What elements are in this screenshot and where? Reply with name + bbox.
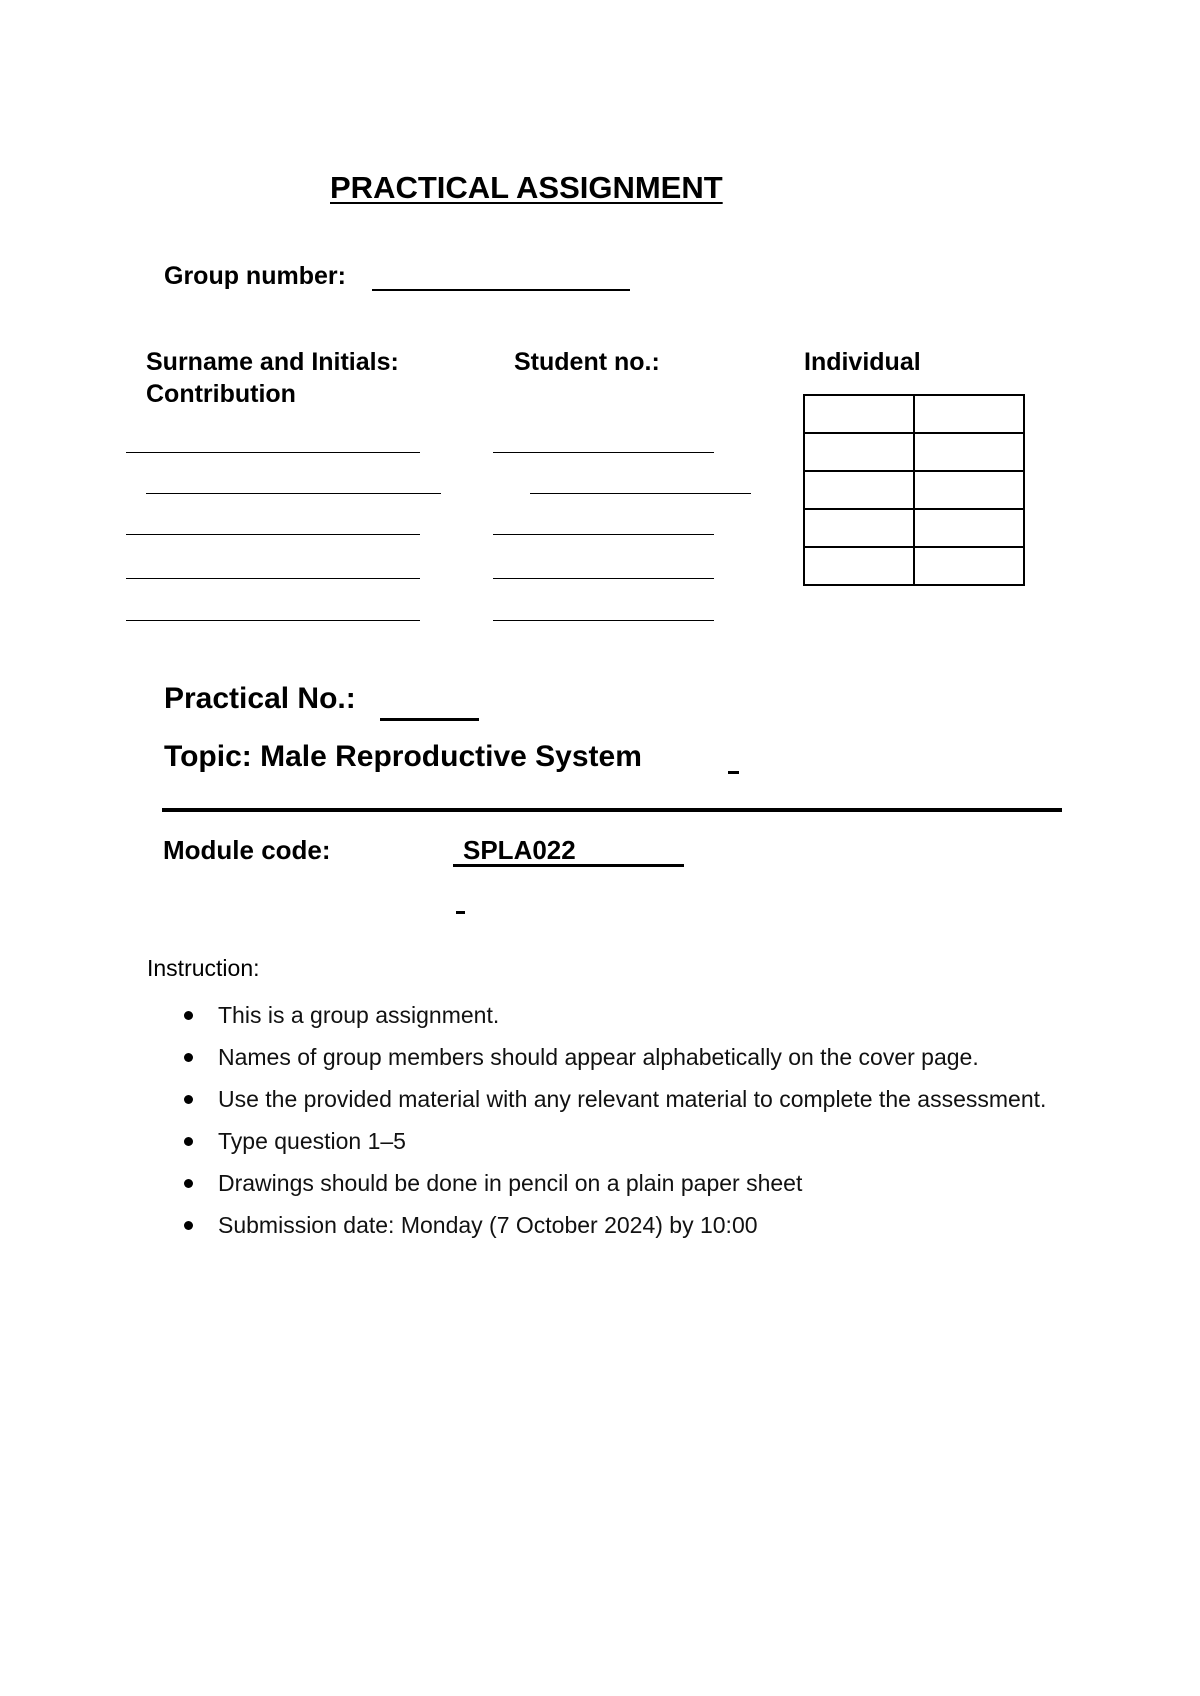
individual-column-heading: Individual: [804, 348, 921, 376]
topic-dash: [728, 771, 739, 774]
list-item: [160, 1162, 1060, 1204]
student-no-field-4[interactable]: [493, 578, 714, 579]
module-code-label: Module code:: [163, 835, 331, 865]
group-number-field[interactable]: [372, 289, 630, 291]
table-cell[interactable]: [914, 547, 1024, 585]
table-cell[interactable]: [914, 471, 1024, 509]
topic-rule: [162, 808, 1062, 812]
list-item-text: Type question 1–5: [218, 1128, 406, 1154]
module-dash: [456, 911, 465, 914]
table-row: [804, 547, 1024, 585]
module-code-underline: [453, 864, 684, 867]
list-item-text: Drawings should be done in pencil on a plain paper sheet: [218, 1170, 803, 1196]
table-cell[interactable]: [914, 395, 1024, 433]
surname-field-2[interactable]: [146, 493, 441, 494]
list-item-text: This is a group assignment.: [218, 1002, 500, 1028]
contribution-column-heading: Contribution: [146, 380, 296, 408]
list-item: [160, 1120, 1060, 1162]
surname-field-3[interactable]: [126, 534, 420, 535]
practical-no-field[interactable]: [380, 718, 479, 721]
list-item-text: Submission date: Monday (7 October 2024) by 10:00: [218, 1212, 758, 1238]
table-cell[interactable]: [804, 471, 914, 509]
table-row: [804, 509, 1024, 547]
document-title: PRACTICAL ASSIGNMENT: [330, 170, 723, 205]
module-code-value: SPLA022: [463, 835, 576, 865]
table-row: [804, 395, 1024, 433]
contribution-table: [803, 394, 1025, 586]
instruction-label: Instruction:: [147, 955, 260, 981]
table-cell[interactable]: [804, 433, 914, 471]
list-item: [160, 1078, 1060, 1120]
group-number-label: Group number:: [164, 262, 346, 290]
student-no-field-1[interactable]: [493, 452, 714, 453]
topic-line: Topic: Male Reproductive System: [164, 740, 642, 773]
list-item-text: Names of group members should appear alphabetically on the cover page.: [218, 1044, 979, 1070]
table-row: [804, 433, 1024, 471]
list-item: [160, 1204, 1060, 1246]
bullet-icon: [184, 1179, 193, 1188]
surname-field-1[interactable]: [126, 452, 420, 453]
table-cell[interactable]: [914, 433, 1024, 471]
student-no-field-3[interactable]: [493, 534, 714, 535]
list-item: [160, 994, 1060, 1036]
bullet-icon: [184, 1221, 193, 1230]
table-cell[interactable]: [914, 509, 1024, 547]
bullet-icon: [184, 1095, 193, 1104]
surname-column-heading: Surname and Initials:: [146, 348, 399, 376]
table-cell[interactable]: [804, 395, 914, 433]
table-cell[interactable]: [804, 509, 914, 547]
bullet-icon: [184, 1137, 193, 1146]
instruction-list: [160, 994, 1060, 1246]
list-item: [160, 1036, 1060, 1078]
surname-field-4[interactable]: [126, 578, 420, 579]
list-item-text: Use the provided material with any relevant material to complete the assessment.: [218, 1086, 1047, 1112]
bullet-icon: [184, 1011, 193, 1020]
student-no-column-heading: Student no.:: [514, 348, 660, 376]
table-cell[interactable]: [804, 547, 914, 585]
table-row: [804, 471, 1024, 509]
surname-field-5[interactable]: [126, 620, 420, 621]
practical-no-label: Practical No.:: [164, 682, 356, 715]
student-no-field-5[interactable]: [493, 620, 714, 621]
bullet-icon: [184, 1053, 193, 1062]
student-no-field-2[interactable]: [530, 493, 751, 494]
